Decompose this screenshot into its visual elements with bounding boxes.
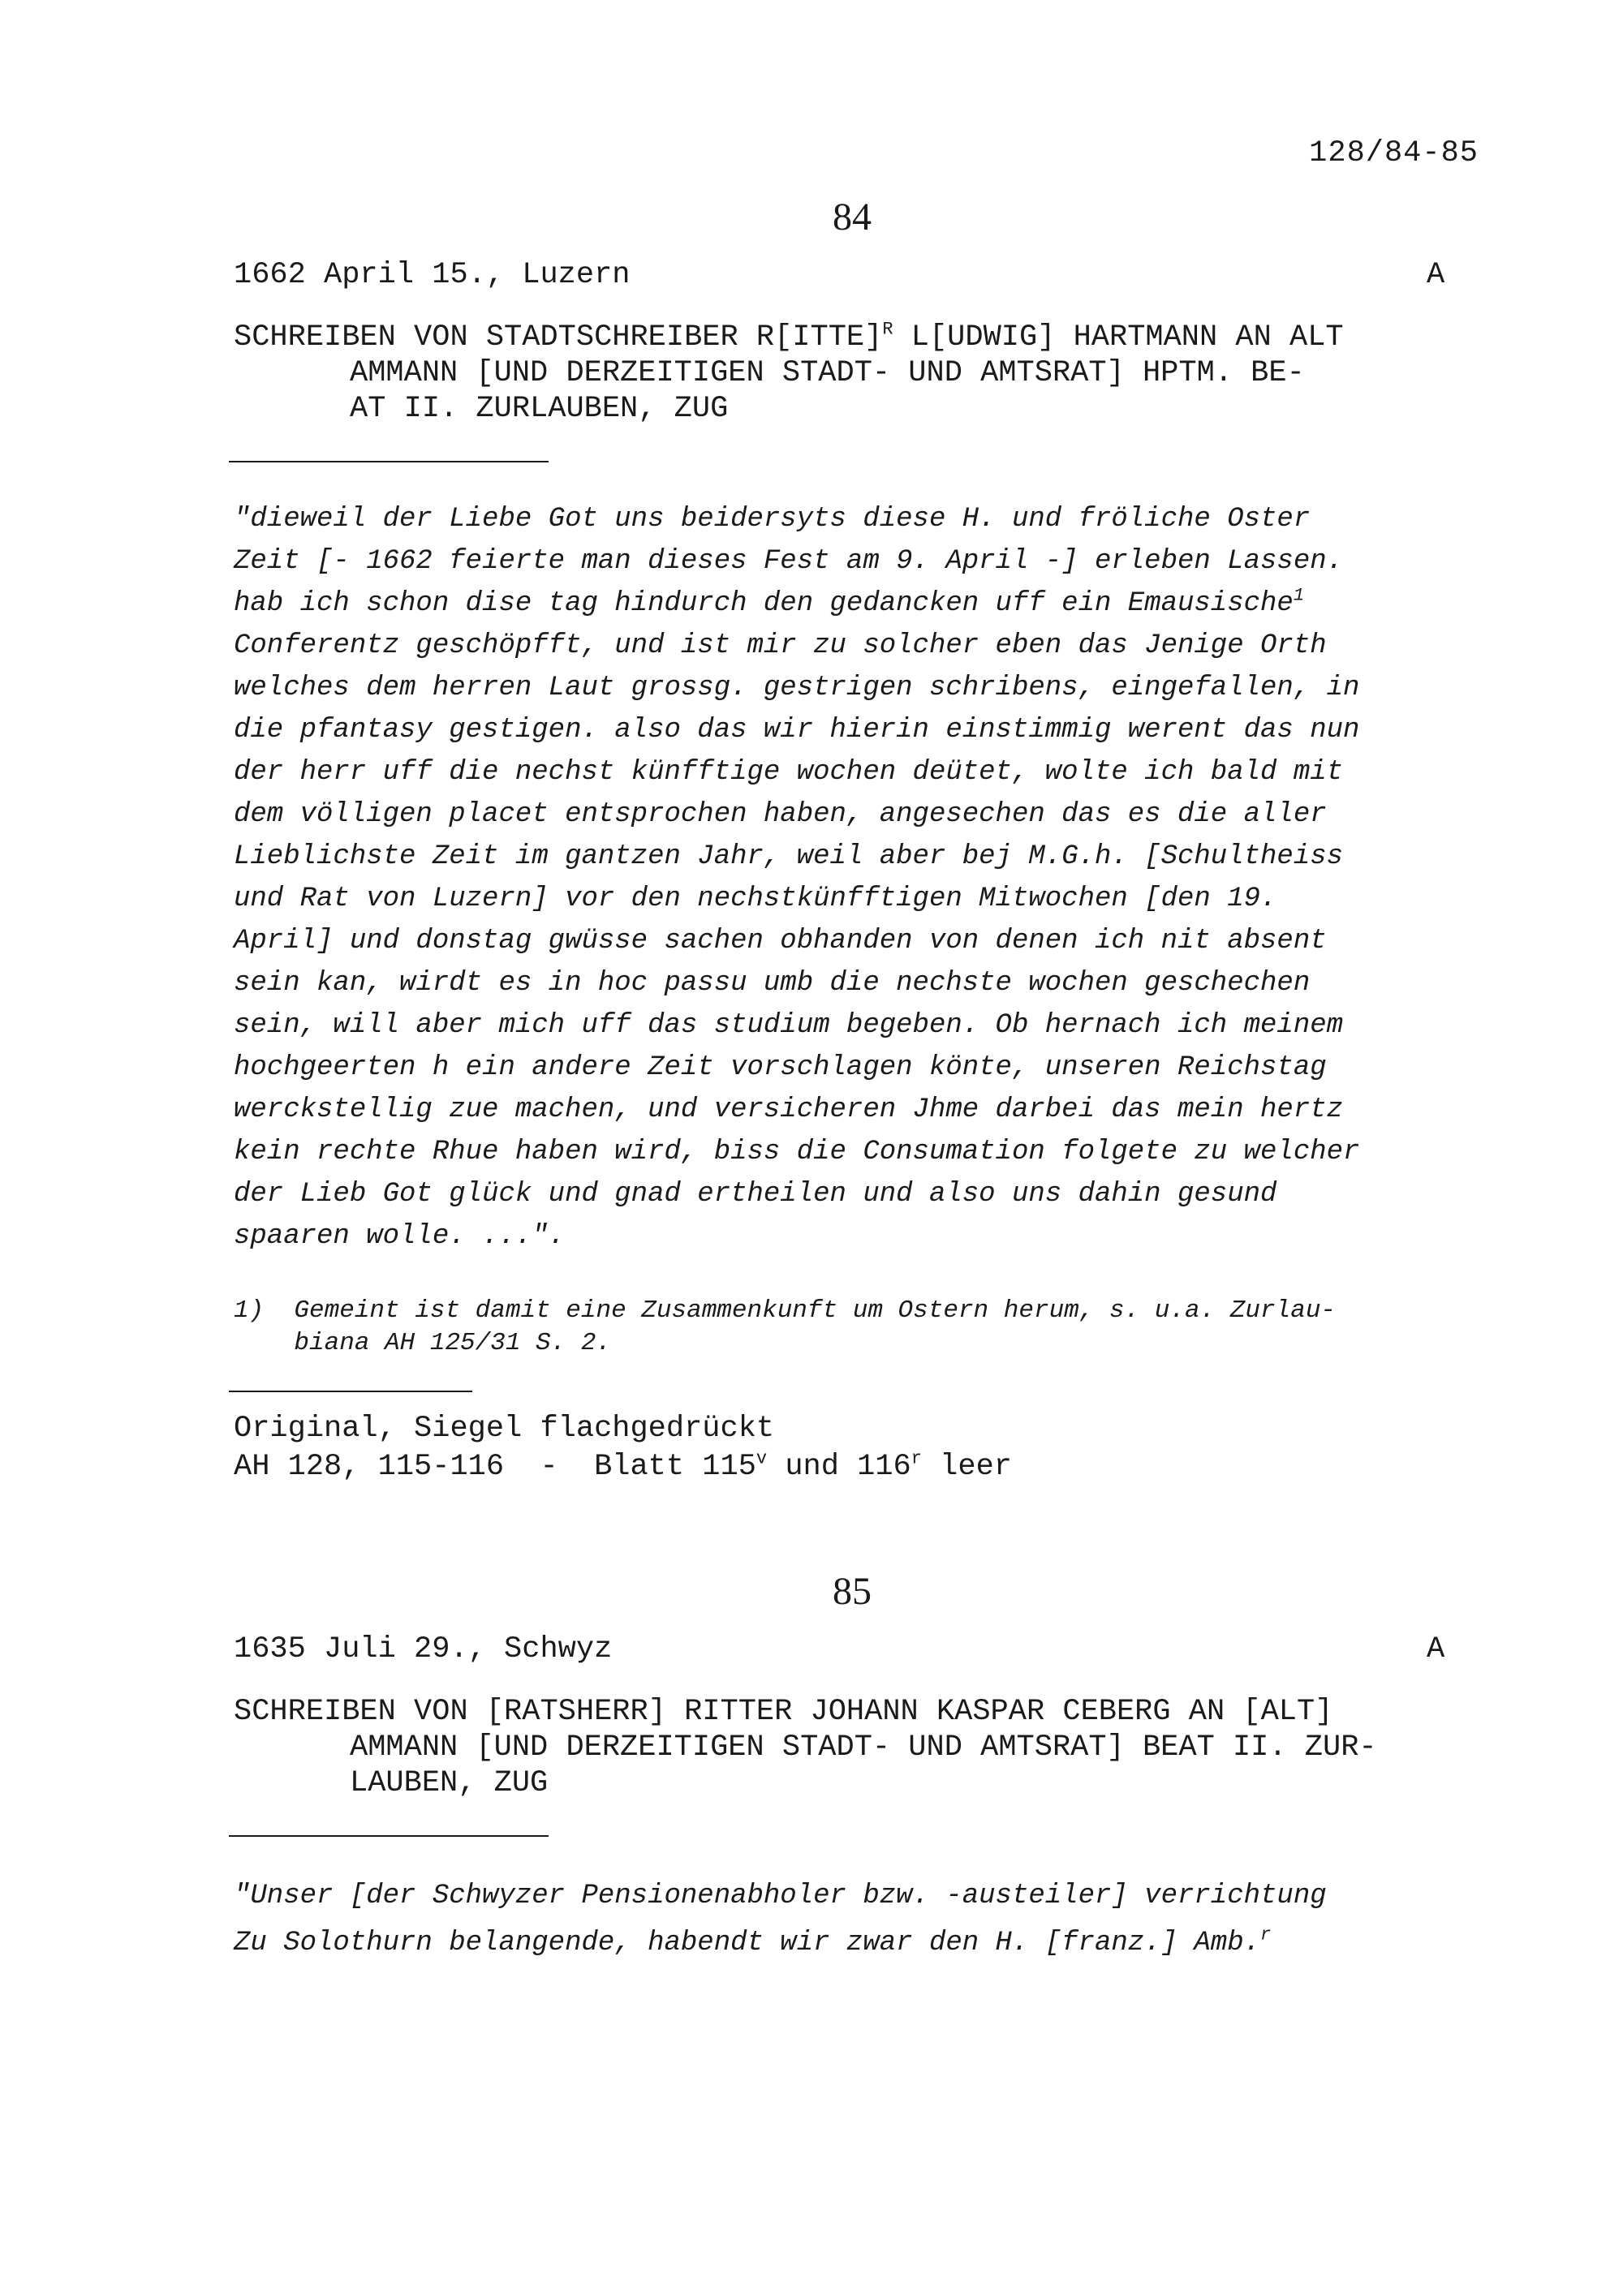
- footnote-ref: 1: [1293, 585, 1305, 606]
- document-heading: [234, 1694, 1483, 1801]
- document-number: 84: [833, 196, 872, 239]
- text-line: "dieweil der Liebe Got uns beidersyts diese H. und fröliche Oster: [234, 504, 1311, 535]
- separator-rule: [229, 461, 549, 462]
- footnote-line: biana AH 125/31 S. 2.: [234, 1329, 612, 1357]
- heading-line: LAUBEN, ZUG: [350, 1766, 549, 1800]
- text-line: sein, will aber mich uff das studium begeben. Ob hernach ich meinem: [234, 1010, 1344, 1041]
- text-line: "Unser [der Schwyzer Pensionenabholer bzw. -austeiler] verrichtung: [234, 1881, 1327, 1911]
- text-line: welches dem herren Laut grossg. gestrigen schribens, eingefallen, in: [234, 673, 1360, 703]
- text-line: und Rat von Luzern] vor den nechstkünfftigen Mitwochen [den 19.: [234, 884, 1277, 914]
- text-line: April] und donstag gwüsse sachen obhanden von denen ich nit absent: [234, 926, 1327, 957]
- text-line: die pfantasy gestigen. also das wir hierin einstimmig werent das nun: [234, 715, 1360, 746]
- text-line: Conferentz geschöpfft, und ist mir zu solcher eben das Jenige Orth: [234, 630, 1327, 661]
- text-line: dem völligen placet entsprochen haben, angesechen das es die aller: [234, 799, 1327, 830]
- quoted-text: [234, 498, 1500, 1258]
- text-line: Zu Solothurn belangende, habendt wir zwar den H. [franz.] Amb.$^r$: [234, 1924, 1272, 1958]
- text-line: hab ich schon dise tag hindurch den gedancken uff ein Emausische$^1$: [234, 585, 1305, 619]
- footnote-line: 1) Gemeint ist damit eine Zusammenkunft um Ostern herum, s. u.a. Zurlau-: [234, 1296, 1337, 1325]
- original-marker: A: [1427, 258, 1445, 292]
- source-line: Original, Siegel flachgedrückt: [234, 1412, 775, 1446]
- quoted-text: [234, 1872, 1500, 1967]
- document-heading: [234, 320, 1483, 427]
- dateline: 1662 April 15., Luzern: [234, 258, 631, 292]
- source-line: AH 128, 115-116 - Blatt 115$^v$ und 116$^r$ leer: [234, 1448, 1012, 1484]
- heading-line: SCHREIBEN VON STADTSCHREIBER R[ITTE]$^R$ L[UDWIG] HARTMANN AN ALT: [234, 319, 1344, 355]
- text-line: Zeit [- 1662 feierte man dieses Fest am 9. April -] erleben Lassen.: [234, 546, 1344, 577]
- original-marker: A: [1427, 1632, 1445, 1666]
- document-number: 85: [833, 1570, 872, 1613]
- separator-rule: [229, 1835, 549, 1837]
- page-reference: 128/84-85: [1309, 136, 1479, 170]
- text-line: kein rechte Rhue haben wird, biss die Consumation folgete zu welcher: [234, 1137, 1360, 1167]
- text-line: hochgeerten h ein andere Zeit vorschlagen könte, unseren Reichstag: [234, 1052, 1327, 1083]
- separator-rule: [229, 1391, 472, 1392]
- text-line: der herr uff die nechst künfftige wochen deütet, wolte ich bald mit: [234, 757, 1344, 788]
- text-line: Lieblichste Zeit im gantzen Jahr, weil aber bej M.G.h. [Schultheiss: [234, 841, 1344, 872]
- text-line: werckstellig zue machen, und versicheren Jhme darbei das mein hertz: [234, 1094, 1344, 1125]
- dateline: 1635 Juli 29., Schwyz: [234, 1632, 613, 1666]
- heading-line: AMMANN [UND DERZEITIGEN STADT- UND AMTSRAT] HPTM. BE-: [350, 356, 1305, 390]
- heading-line: SCHREIBEN VON [RATSHERR] RITTER JOHANN KASPAR CEBERG AN [ALT]: [234, 1695, 1333, 1729]
- footnote: [234, 1295, 1500, 1360]
- text-line: sein kan, wirdt es in hoc passu umb die nechste wochen geschechen: [234, 968, 1311, 999]
- heading-line: AT II. ZURLAUBEN, ZUG: [350, 392, 729, 426]
- heading-line: AMMANN [UND DERZEITIGEN STADT- UND AMTSRAT] BEAT II. ZUR-: [350, 1731, 1377, 1765]
- text-line: der Lieb Got glück und gnad ertheilen und also uns dahin gesund: [234, 1179, 1277, 1210]
- text-line: spaaren wolle. ...".: [234, 1221, 566, 1252]
- source-note: [234, 1410, 1012, 1486]
